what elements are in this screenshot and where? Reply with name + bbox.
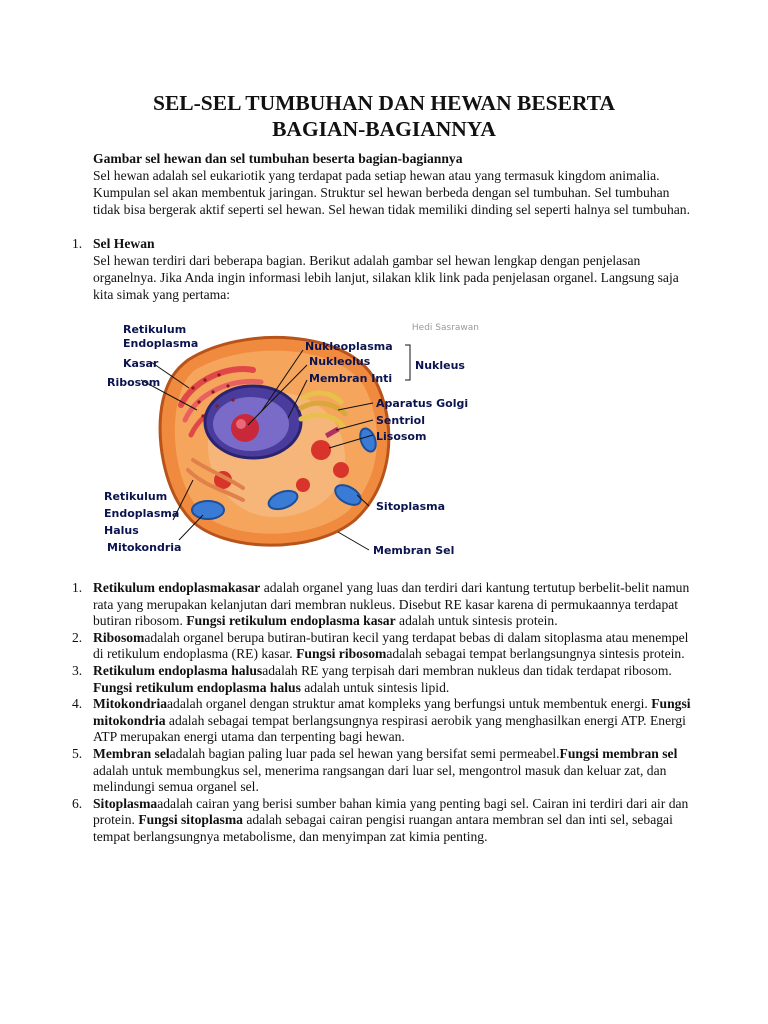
page-title	[0, 90, 768, 142]
list-item	[72, 696, 692, 746]
term: Retikulum endoplasma halus	[93, 662, 263, 678]
label-re-halus-line2: Endoplasma	[104, 507, 180, 520]
section-sel-hewan	[72, 235, 692, 303]
list-item	[72, 796, 692, 846]
section-number: 1.	[72, 236, 83, 251]
term: Ribosom	[93, 629, 145, 645]
function-label: Fungsi retikulum endoplasma halus	[93, 679, 301, 695]
watermark: Hedi Sasrawan	[411, 323, 479, 333]
label-re-kasar-line2: Endoplasma	[123, 337, 199, 350]
label-nukleoplasma: Nukleoplasma	[305, 340, 393, 353]
label-mitokondria: Mitokondria	[107, 541, 182, 554]
function-text: adalah untuk membungkus sel, menerima rangsangan dari luar sel, mengontrol masuk dan keluar zat, dan melindungi semua organel sel.	[93, 762, 667, 795]
label-re-kasar-line1: Retikulum	[123, 323, 187, 336]
function-label: Fungsi retikulum endoplasma kasar	[186, 613, 396, 629]
label-membran-sel: Membran Sel	[373, 544, 455, 557]
function-text: adalah sebagai tempat berlangsungnya sintesis protein.	[386, 646, 685, 662]
list-number: 2.	[72, 629, 83, 645]
section-text: Sel hewan terdiri dari beberapa bagian. Berikut adalah gambar sel hewan lengkap dengan penjelasan organelnya. Jika Anda ingin informasi lebih lanjut, silakan klik link pada penjelasan organel. Langsung saja kita simak yang pertama:	[93, 253, 679, 302]
function-text: adalah untuk sintesis lipid.	[300, 679, 450, 695]
list-item	[72, 746, 692, 796]
animal-cell-diagram	[93, 320, 481, 560]
title-line-1: SEL-SEL TUMBUHAN DAN HEWAN BESERTA	[153, 91, 615, 115]
label-re-halus-line1: Retikulum	[104, 490, 168, 503]
intro-paragraph	[93, 150, 693, 218]
description: adalah RE yang terpisah dari membran nukleus dan tidak terdapat ribosom.	[262, 662, 672, 678]
list-number: 3.	[72, 662, 83, 678]
label-sentriol: Sentriol	[376, 414, 425, 427]
label-nukleolus: Nukleolus	[309, 355, 371, 368]
description: adalah cairan yang berisi sumber bahan kimia yang penting bagi sel. Cairan ini terdiri dari air dan protein.	[93, 795, 689, 828]
function-label: Fungsi membran sel	[559, 745, 678, 761]
list-number: 1.	[72, 580, 83, 595]
term: Sitoplasma	[93, 795, 158, 811]
term: Membran sel	[93, 745, 170, 761]
list-item	[72, 630, 692, 663]
label-sitoplasma: Sitoplasma	[376, 500, 446, 513]
label-membran-inti: Membran Inti	[309, 372, 393, 385]
list-number: 4.	[72, 696, 83, 712]
label-lisosom: Lisosom	[376, 430, 427, 443]
intro-heading: Gambar sel hewan dan sel tumbuhan beserta bagian-bagiannya	[93, 151, 463, 166]
label-nukleus: Nukleus	[415, 359, 465, 372]
label-re-kasar-line3: Kasar	[123, 357, 159, 370]
description: adalah organel yang luas dan terdiri dari kantung tertutup berbelit-belit namun rata yang merupakan kelanjutan dari membran nukleus. Disebut RE kasar karena di permukaannya terdapat butiran ribosom.	[93, 580, 690, 629]
function-label: Fungsi mitokondria	[93, 696, 691, 728]
term: Mitokondria	[93, 696, 168, 712]
term: Retikulum endoplasmakasar	[93, 580, 261, 595]
title-line-2: BAGIAN-BAGIANNYA	[272, 117, 496, 141]
function-text: adalah sebagai cairan pengisi ruangan antara membran sel dan inti sel, sebagai tempat berlangsungnya metabolisme, dan menyimpan zat kimia penting.	[93, 812, 673, 844]
function-text: adalah sebagai tempat berlangsungnya respirasi aerobik yang menghasilkan energi ATP. Energi ATP merupakan energi utama dan terpenting bagi hewan.	[93, 712, 686, 745]
section-title: Sel Hewan	[93, 236, 155, 251]
function-text: adalah untuk sintesis protein.	[395, 613, 558, 629]
function-label: Fungsi sitoplasma	[138, 812, 243, 828]
description: adalah organel dengan struktur amat kompleks yang berfungsi untuk membentuk energi.	[167, 696, 652, 712]
function-label: Fungsi ribosom	[296, 646, 387, 662]
label-aparatus-golgi: Aparatus Golgi	[376, 397, 469, 410]
description: adalah bagian paling luar pada sel hewan yang bersifat semi permeabel.	[169, 745, 560, 761]
label-re-halus-line3: Halus	[104, 524, 139, 537]
list-number: 6.	[72, 795, 83, 811]
list-item	[72, 663, 692, 696]
description: adalah organel berupa butiran-butiran kecil yang terdapat bebas di dalam sitoplasma atau menempel di retikulum endoplasma (RE) kasar.	[93, 629, 689, 662]
organelle-list	[72, 580, 692, 846]
label-ribosom: Ribosom	[107, 376, 161, 389]
list-item	[72, 580, 692, 630]
lysosome-shape	[311, 440, 331, 460]
intro-text: Sel hewan adalah sel eukariotik yang terdapat pada setiap hewan atau yang termasuk kingdom animalia. Kumpulan sel akan membentuk jaringan. Struktur sel hewan berbeda dengan sel tumbuhan. Sel tumbuhan tidak bisa bergerak aktif seperti sel hewan. Sel hewan tidak memiliki dinding sel seperti halnya sel tumbuhan.	[93, 168, 690, 217]
list-number: 5.	[72, 745, 83, 761]
